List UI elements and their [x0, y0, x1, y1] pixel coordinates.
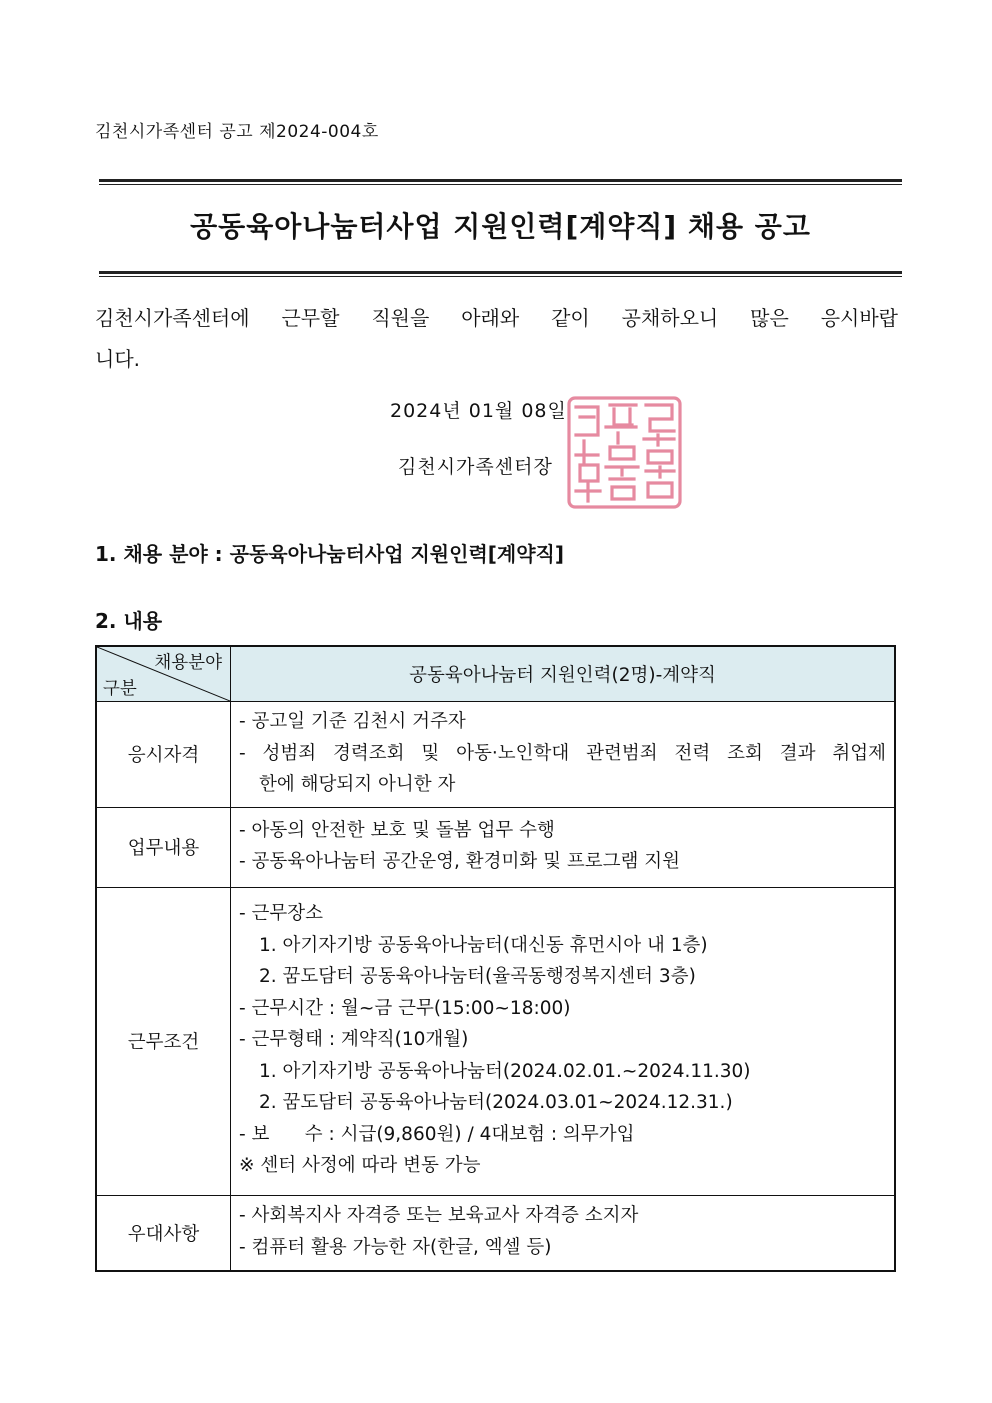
intro-paragraph — [95, 298, 898, 380]
content-line: - 아동의 안전한 보호 및 돌봄 업무 수행 — [239, 819, 555, 841]
row-content — [231, 807, 896, 887]
content-line: - 근무형태 : 계약직(10개월) — [239, 1029, 469, 1051]
intro-word: 응시바랍 — [820, 306, 898, 330]
intro-word: 직원을 — [371, 306, 430, 330]
content-line: - 근무장소 — [239, 903, 324, 925]
official-seal-stamp — [566, 395, 683, 510]
row-category: 근무조건 — [96, 887, 231, 1195]
intro-word: 아래와 — [461, 306, 520, 330]
corner-label-category: 구분 — [103, 679, 137, 699]
intro-word: 같이 — [551, 306, 590, 330]
row-category: 업무내용 — [96, 807, 231, 887]
section-heading-1: 1. 채용 분야 : 공동육아나눔터사업 지원인력[계약직] — [95, 542, 565, 566]
content-line: 1. 아기자기방 공동육아나눔터(대신동 휴먼시아 내 1층) — [259, 934, 708, 956]
table-row-conditions — [96, 887, 895, 1195]
title-top-rule — [99, 179, 902, 182]
signer-title: 김천시가족센터장 — [398, 456, 553, 478]
table-row-duties — [96, 807, 895, 887]
table-header-position: 공동육아나눔터 지원인력(2명)-계약직 — [231, 646, 896, 702]
intro-word: 김천시가족센터에 — [95, 306, 250, 330]
content-line: - 보 수 : 시급(9,860원) / 4대보험 : 의무가입 — [239, 1123, 635, 1145]
content-line: - 근무시간 : 월~금 근무(15:00~18:00) — [239, 997, 571, 1019]
content-line: - 공동육아나눔터 공간운영, 환경미화 및 프로그램 지원 — [239, 851, 681, 872]
row-category: 응시자격 — [96, 702, 231, 808]
row-category: 우대사항 — [96, 1195, 231, 1271]
row-content — [231, 887, 896, 1195]
page-title: 공동육아나눔터사업 지원인력[계약직] 채용 공고 — [190, 210, 811, 243]
content-line: - 사회복지사 자격증 또는 보육교사 자격증 소지자 — [239, 1205, 639, 1227]
intro-line-1 — [95, 298, 898, 339]
intro-word: 많은 — [750, 306, 789, 330]
row-content — [231, 1195, 896, 1271]
content-line: 1. 아기자기방 공동육아나눔터(2024.02.01.~2024.11.30) — [259, 1060, 751, 1082]
notice-number: 김천시가족센터 공고 제2024-004호 — [95, 122, 379, 142]
intro-word: 근무할 — [281, 306, 340, 330]
recruitment-table — [95, 645, 896, 1272]
table-row-eligibility — [96, 702, 895, 808]
notice-date: 2024년 01월 08일 — [390, 400, 567, 422]
title-bottom-rule — [99, 271, 902, 274]
corner-label-field: 채용분야 — [154, 653, 222, 673]
content-line: 한에 해당되지 아니한 자 — [259, 774, 456, 795]
content-line: - 컴퓨터 활용 가능한 자(한글, 엑셀 등) — [239, 1236, 552, 1258]
table-row-preferences — [96, 1195, 895, 1271]
content-line: - 성범죄 경력조회 및 아동·노인학대 관련범죄 전력 조회 결과 취업제 — [239, 742, 886, 764]
table-corner-cell — [96, 646, 231, 702]
content-line: ※ 센터 사정에 따라 변동 가능 — [239, 1155, 481, 1177]
row-content — [231, 702, 896, 808]
intro-line-2: 니다. — [95, 347, 140, 371]
content-line: - 공고일 기준 김천시 거주자 — [239, 711, 466, 732]
intro-word: 공채하오니 — [621, 306, 719, 330]
content-line: 2. 꿈도담터 공동육아나눔터(2024.03.01~2024.12.31.) — [259, 1092, 733, 1114]
content-line: 2. 꿈도담터 공동육아나눔터(율곡동행정복지센터 3층) — [259, 966, 696, 988]
section-heading-2: 2. 내용 — [95, 609, 163, 633]
table-header-row — [96, 646, 895, 702]
